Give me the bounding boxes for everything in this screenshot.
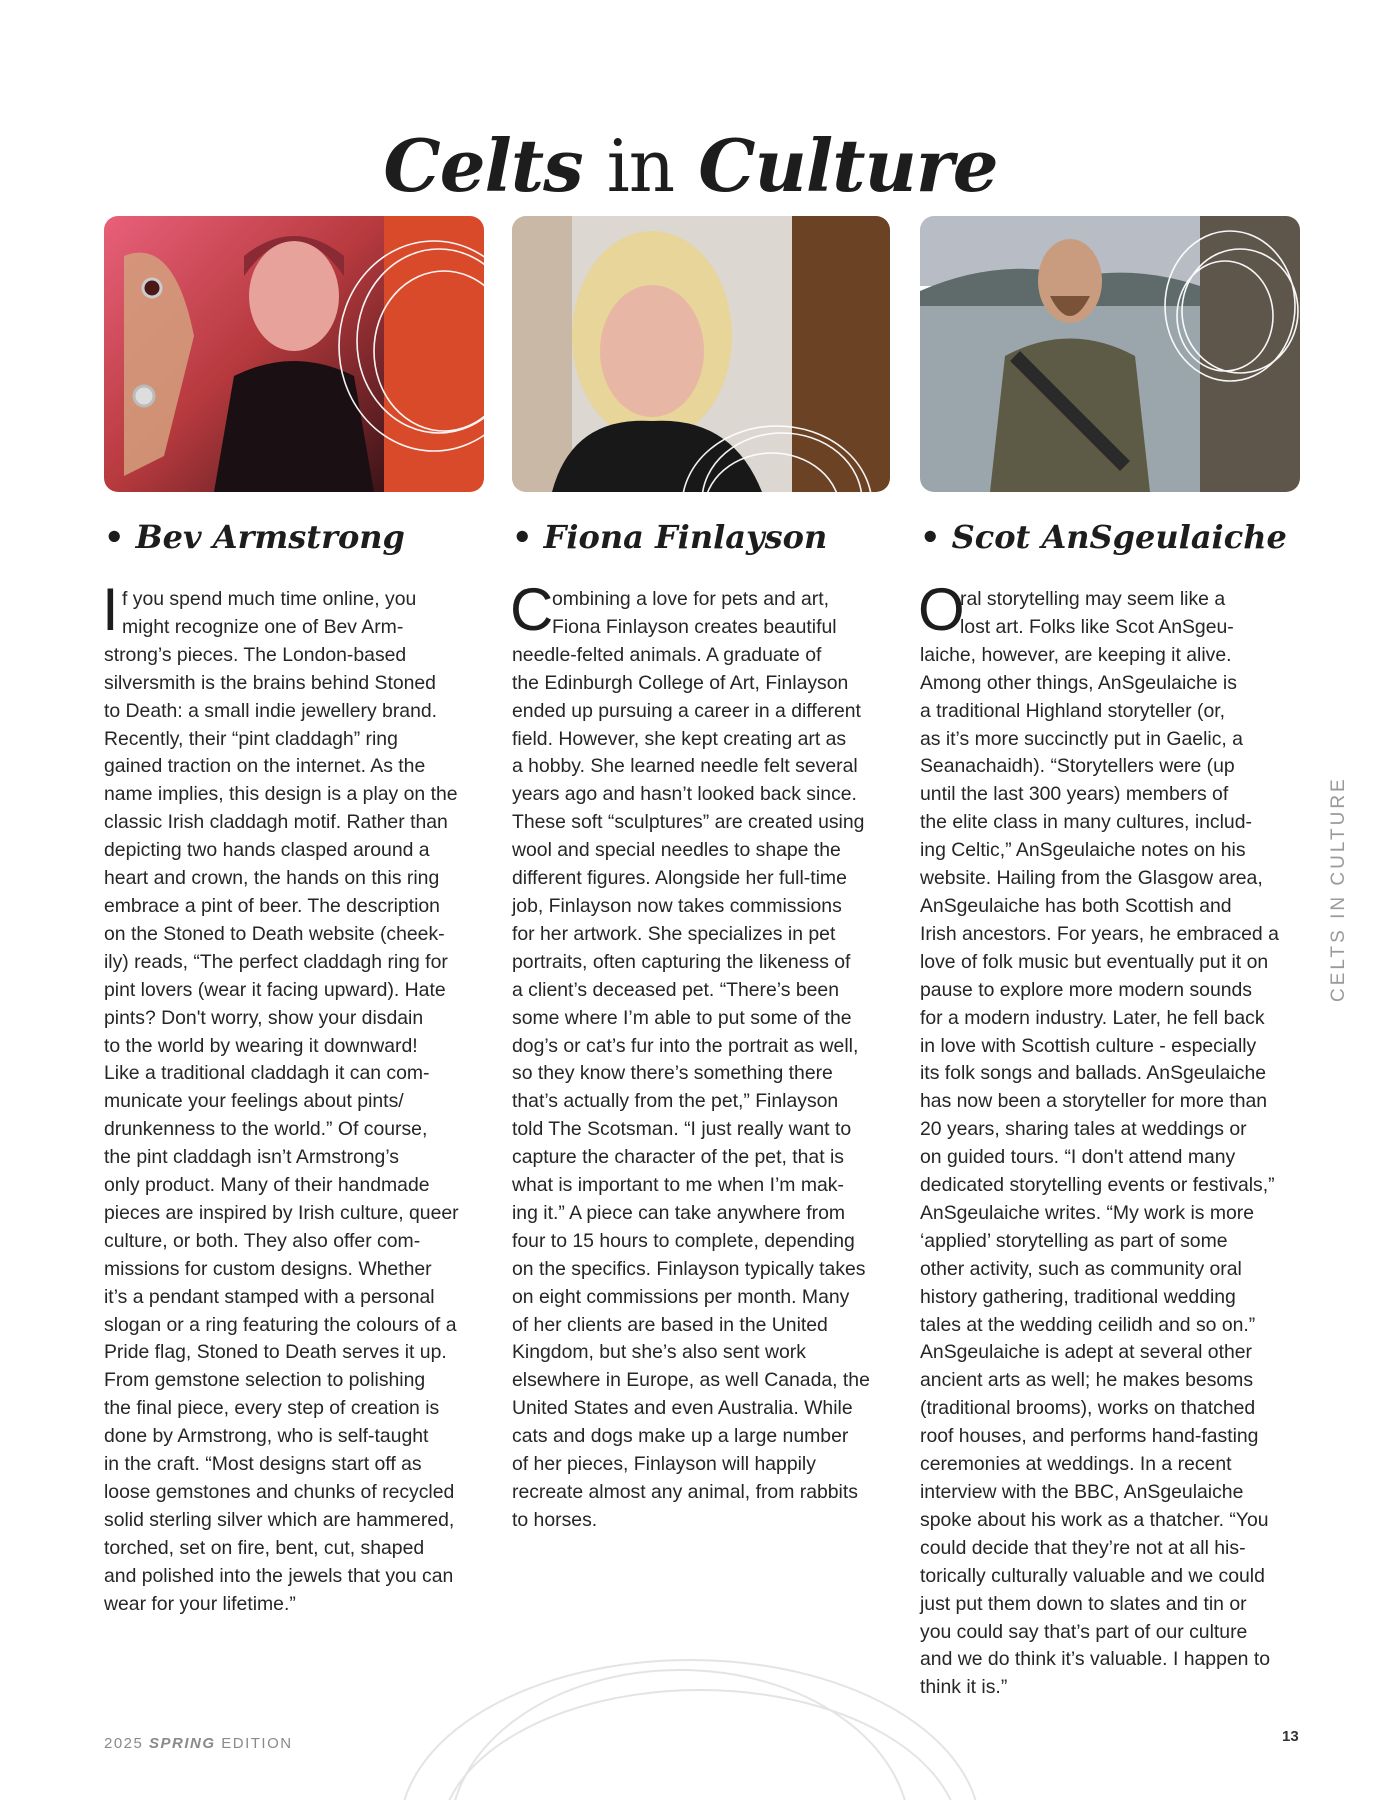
- article-line: dog’s or cat’s fur into the portrait as well,: [512, 1034, 859, 1057]
- footer-year: 2025: [104, 1735, 144, 1752]
- article-line: Fiona Finlayson creates beautiful: [552, 615, 837, 638]
- article-line: interview with the BBC, AnSgeulaiche: [920, 1481, 1244, 1503]
- article-line: job, Finlayson now takes commissions: [512, 894, 842, 917]
- article-line: name implies, this design is a play on the: [104, 783, 458, 806]
- decorative-arcs: [380, 1620, 1000, 1800]
- portrait-image: [512, 216, 890, 492]
- article-line: gained traction on the internet. As the: [104, 755, 426, 778]
- article-line: history gathering, traditional wedding: [920, 1285, 1236, 1308]
- article-line: embrace a pint of beer. The description: [104, 894, 440, 917]
- article-line: some where I’m able to put some of the: [512, 1006, 852, 1029]
- article-line: other activity, such as community oral: [920, 1257, 1242, 1280]
- article-line: four to 15 hours to complete, depending: [512, 1229, 855, 1252]
- article-line: that’s actually from the pet,” Finlayson: [512, 1090, 839, 1113]
- article-line: roof houses, and performs hand-fasting: [920, 1425, 1259, 1448]
- drop-cap: C: [510, 576, 554, 643]
- portrait-image: [920, 216, 1300, 492]
- article-line: elsewhere in Europe, as well Canada, the: [512, 1369, 870, 1392]
- article-line: cats and dogs make up a large number: [512, 1425, 849, 1448]
- article-line: heart and crown, the hands on this ring: [104, 867, 440, 890]
- article-line: in love with Scottish culture - especially: [920, 1034, 1257, 1057]
- article-line: laiche, however, are keeping it alive.: [920, 643, 1232, 666]
- article-line: of her pieces, Finlayson will happily: [512, 1453, 816, 1476]
- article-line: portraits, often capturing the likeness of: [512, 950, 851, 973]
- article-line: silversmith is the brains behind Stoned: [104, 671, 436, 694]
- article-line: ancient arts as well; he makes besoms: [920, 1369, 1254, 1392]
- article-line: needle-felted animals. A graduate of: [512, 643, 822, 666]
- article-line: pieces are inspired by Irish culture, queer: [104, 1201, 459, 1224]
- article-line: could decide that they’re not at all his-: [920, 1536, 1246, 1559]
- article-line: ended up pursuing a career in a different: [512, 699, 861, 722]
- article-line: the elite class in many cultures, includ-: [920, 811, 1252, 834]
- footer-edition: [104, 1735, 293, 1752]
- article-line: ily) reads, “The perfect claddagh ring for: [104, 950, 448, 973]
- article-line: pause to explore more modern sounds: [920, 978, 1252, 1001]
- article-line: slogan or a ring featuring the colours of a: [104, 1313, 457, 1336]
- article-line: Like a traditional claddagh it can com-: [104, 1062, 430, 1085]
- title-word-celts: Celts: [383, 123, 583, 209]
- article-line: on the Stoned to Death website (cheek-: [104, 922, 445, 945]
- article-line: the pint claddagh isn’t Armstrong’s: [104, 1146, 399, 1169]
- article-column-fiona: [510, 576, 898, 1535]
- article-line: solid sterling silver which are hammered,: [104, 1508, 455, 1531]
- article-line: you could say that’s part of our culture: [920, 1620, 1248, 1643]
- article-column-scot: [918, 576, 1312, 1702]
- drop-cap: I: [102, 576, 119, 643]
- article-line: and we do think it’s valuable. I happen to: [920, 1648, 1270, 1671]
- article-line: (traditional brooms), works on thatched: [920, 1397, 1256, 1420]
- article-line: for a modern industry. Later, he fell back: [920, 1006, 1265, 1029]
- article-line: to the world by wearing it downward!: [104, 1034, 418, 1057]
- article-line: on the specifics. Finlayson typically takes: [512, 1257, 866, 1280]
- article-line: for her artwork. She specializes in pet: [512, 922, 836, 945]
- article-line: the Edinburgh College of Art, Finlayson: [512, 671, 849, 694]
- photo-bev-armstrong: [104, 216, 484, 492]
- article-line: of her clients are based in the United: [512, 1313, 828, 1336]
- article-line: might recognize one of Bev Arm-: [122, 615, 404, 638]
- article-line: done by Armstrong, who is self-taught: [104, 1425, 429, 1448]
- profile-name-scot-ansgeulaiche: • Scot AnSgeulaiche: [920, 518, 1287, 556]
- article-line: a client’s deceased pet. “There’s been: [512, 978, 839, 1001]
- article-line: Recently, their “pint claddagh” ring: [104, 727, 398, 750]
- article-line: it’s a pendant stamped with a personal: [104, 1285, 435, 1308]
- article-line: AnSgeulaiche writes. “My work is more: [920, 1201, 1255, 1224]
- article-line: pints? Don't worry, show your disdain: [104, 1006, 424, 1029]
- article-line: ral storytelling may seem like a: [960, 588, 1226, 610]
- photo-scot-ansgeulaiche: [920, 216, 1300, 492]
- article-line: United States and even Australia. While: [512, 1397, 853, 1420]
- article-line: spoke about his work as a thatcher. “You: [920, 1508, 1269, 1531]
- article-line: tales at the wedding ceilidh and so on.”: [920, 1313, 1256, 1336]
- article-line: told The Scotsman. “I just really want to: [512, 1118, 852, 1141]
- article-line: Among other things, AnSgeulaiche is: [920, 671, 1237, 694]
- article-line: on eight commissions per month. Many: [512, 1285, 850, 1308]
- article-line: capture the character of the pet, that is: [512, 1146, 844, 1169]
- article-line: Seanachaidh). “Storytellers were (up: [920, 755, 1235, 778]
- article-line: field. However, she kept creating art as: [512, 727, 847, 750]
- article-line: to Death: a small indie jewellery brand.: [104, 699, 438, 722]
- title-word-in: in: [606, 124, 675, 209]
- article-line: until the last 300 years) members of: [920, 783, 1229, 806]
- article-line: what is important to me when I’m mak-: [512, 1174, 844, 1197]
- article-line: municate your feelings about pints/: [104, 1090, 404, 1113]
- profile-name-bev-armstrong: • Bev Armstrong: [104, 518, 405, 556]
- article-line: love of folk music but eventually put it on: [920, 950, 1269, 973]
- sidebar-section-label: CELTS IN CULTURE: [1328, 776, 1349, 1002]
- article-line: classic Irish claddagh motif. Rather than: [104, 811, 448, 834]
- article-line: AnSgeulaiche has both Scottish and: [920, 894, 1232, 917]
- title-word-culture: Culture: [698, 123, 998, 209]
- article-line: strong’s pieces. The London-based: [104, 643, 407, 666]
- article-line: AnSgeulaiche is adept at several other: [920, 1341, 1253, 1364]
- article-line: only product. Many of their handmade: [104, 1174, 430, 1197]
- article-line: These soft “sculptures” are created using: [512, 811, 865, 834]
- article-line: culture, or both. They also offer com-: [104, 1229, 421, 1252]
- article-line: website. Hailing from the Glasgow area,: [920, 867, 1263, 890]
- article-line: and polished into the jewels that you can: [104, 1564, 454, 1587]
- article-line: a traditional Highland storyteller (or,: [920, 699, 1226, 722]
- article-line: the final piece, every step of creation is: [104, 1397, 440, 1420]
- portrait-image: [104, 216, 484, 492]
- article-line: dedicated storytelling events or festivals,”: [920, 1174, 1275, 1197]
- article-line: ing Celtic,” AnSgeulaiche notes on his: [920, 839, 1246, 862]
- article-line: depicting two hands clasped around a: [104, 839, 430, 862]
- article-line: torched, set on fire, bent, cut, shaped: [104, 1536, 425, 1559]
- footer-edition-label: EDITION: [221, 1735, 293, 1752]
- article-line: ing it.” A piece can take anywhere from: [512, 1201, 846, 1224]
- article-line: think it is.”: [920, 1676, 1008, 1699]
- article-line: From gemstone selection to polishing: [104, 1369, 426, 1392]
- article-line: ‘applied’ storytelling as part of some: [920, 1229, 1228, 1252]
- page-number: 13: [1282, 1728, 1299, 1745]
- article-line: on guided tours. “I don't attend many: [920, 1146, 1236, 1169]
- article-line: f you spend much time online, you: [122, 588, 417, 610]
- article-column-bev: [102, 576, 490, 1619]
- page-title: [0, 123, 1381, 209]
- article-line: Pride flag, Stoned to Death serves it up.: [104, 1341, 447, 1364]
- footer-season: SPRING: [149, 1735, 216, 1752]
- article-line: different figures. Alongside her full-time: [512, 867, 847, 890]
- article-line: so they know there’s something there: [512, 1062, 833, 1085]
- article-line: in the craft. “Most designs start off as: [104, 1453, 422, 1476]
- article-line: 20 years, sharing tales at weddings or: [920, 1118, 1247, 1141]
- article-line: just put them down to slates and tin or: [920, 1592, 1247, 1615]
- article-line: as it’s more succinctly put in Gaelic, a: [920, 727, 1243, 750]
- article-line: ombining a love for pets and art,: [552, 588, 830, 610]
- article-line: ceremonies at weddings. In a recent: [920, 1453, 1232, 1476]
- article-line: recreate almost any animal, from rabbits: [512, 1481, 858, 1503]
- article-line: Irish ancestors. For years, he embraced a: [920, 922, 1279, 945]
- article-line: lost art. Folks like Scot AnSgeu-: [960, 615, 1234, 638]
- article-line: missions for custom designs. Whether: [104, 1257, 432, 1280]
- article-line: wool and special needles to shape the: [512, 839, 841, 862]
- article-line: a hobby. She learned needle felt several: [512, 755, 858, 778]
- article-line: Kingdom, but she’s also sent work: [512, 1341, 806, 1364]
- article-line: its folk songs and ballads. AnSgeulaiche: [920, 1062, 1267, 1085]
- article-line: wear for your lifetime.”: [104, 1592, 296, 1615]
- article-line: torically culturally valuable and we could: [920, 1564, 1265, 1587]
- article-line: loose gemstones and chunks of recycled: [104, 1481, 455, 1503]
- article-line: has now been a storyteller for more than: [920, 1090, 1268, 1113]
- article-line: years ago and hasn’t looked back since.: [512, 783, 857, 806]
- article-line: drunkenness to the world.” Of course,: [104, 1118, 428, 1141]
- article-line: pint lovers (wear it facing upward). Hate: [104, 978, 446, 1001]
- article-line: to horses.: [512, 1508, 598, 1531]
- photo-fiona-finlayson: [512, 216, 890, 492]
- drop-cap: O: [918, 576, 965, 643]
- profile-name-fiona-finlayson: • Fiona Finlayson: [512, 518, 828, 556]
